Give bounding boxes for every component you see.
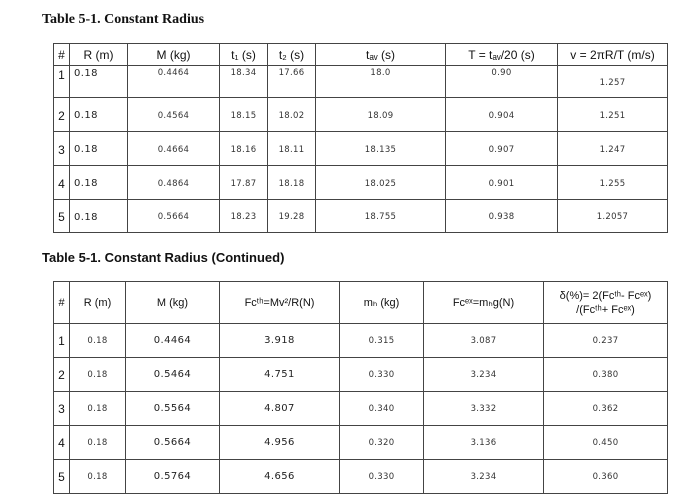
row-index: 3 (54, 392, 70, 426)
header-centripetal-theory: Fcᵗʰ=Mv²/R(N) (220, 282, 340, 324)
cell-period: 0.901 (446, 166, 558, 200)
cell-tav: 18.135 (316, 132, 446, 166)
table-row (54, 98, 668, 132)
header-hanging-mass: mₕ (kg) (340, 282, 424, 324)
cell-mass: 0.4464 (128, 66, 220, 98)
cell-centripetal-experiment: 3.332 (424, 392, 544, 426)
cell-t1: 18.15 (220, 98, 268, 132)
constant-radius-continued-table (53, 281, 668, 494)
table2-title: Table 5-1. Constant Radius (Continued) (42, 250, 285, 265)
cell-hanging-mass: 0.330 (340, 358, 424, 392)
table-row (54, 324, 668, 358)
cell-centripetal-theory: 4.956 (220, 426, 340, 460)
table-row (54, 166, 668, 200)
cell-t1: 18.16 (220, 132, 268, 166)
cell-velocity: 1.251 (558, 98, 668, 132)
cell-mass: 0.4464 (126, 324, 220, 358)
cell-radius: 0.18 (70, 200, 128, 233)
cell-mass: 0.5664 (126, 426, 220, 460)
table1-header-row (54, 44, 668, 66)
table-row (54, 358, 668, 392)
cell-radius: 0.18 (70, 460, 126, 494)
cell-t2: 19.28 (268, 200, 316, 233)
header-radius: R (m) (70, 282, 126, 324)
cell-centripetal-experiment: 3.087 (424, 324, 544, 358)
cell-tav: 18.0 (316, 66, 446, 98)
cell-mass: 0.5664 (128, 200, 220, 233)
cell-radius: 0.18 (70, 132, 128, 166)
cell-centripetal-experiment: 3.234 (424, 358, 544, 392)
row-index: 2 (54, 358, 70, 392)
cell-period: 0.90 (446, 66, 558, 98)
row-index: 4 (54, 426, 70, 460)
cell-radius: 0.18 (70, 66, 128, 98)
cell-velocity: 1.257 (558, 66, 668, 98)
row-index: 1 (54, 66, 70, 98)
row-index: 4 (54, 166, 70, 200)
header-delta-line1: δ(%)= 2(Fcᵗʰ- Fcᵉˣ) (559, 289, 652, 302)
cell-centripetal-theory: 4.807 (220, 392, 340, 426)
cell-mass: 0.4664 (128, 132, 220, 166)
table-row (54, 426, 668, 460)
cell-period: 0.938 (446, 200, 558, 233)
cell-radius: 0.18 (70, 358, 126, 392)
cell-t2: 18.18 (268, 166, 316, 200)
cell-velocity: 1.2057 (558, 200, 668, 233)
table-row (54, 392, 668, 426)
cell-centripetal-theory: 4.656 (220, 460, 340, 494)
row-index: 2 (54, 98, 70, 132)
cell-percent-difference: 0.450 (544, 426, 668, 460)
header-index: # (54, 282, 70, 324)
cell-hanging-mass: 0.340 (340, 392, 424, 426)
cell-percent-difference: 0.380 (544, 358, 668, 392)
cell-percent-difference: 0.237 (544, 324, 668, 358)
table-row (54, 460, 668, 494)
cell-t2: 17.66 (268, 66, 316, 98)
cell-tav: 18.09 (316, 98, 446, 132)
header-mass: M (kg) (128, 44, 220, 66)
cell-mass: 0.5464 (126, 358, 220, 392)
row-index: 1 (54, 324, 70, 358)
cell-mass: 0.5764 (126, 460, 220, 494)
cell-t1: 18.23 (220, 200, 268, 233)
cell-hanging-mass: 0.315 (340, 324, 424, 358)
table2-header-row (54, 282, 668, 324)
header-tav: tₐᵥ (s) (316, 44, 446, 66)
cell-centripetal-theory: 3.918 (220, 324, 340, 358)
row-index: 3 (54, 132, 70, 166)
header-index: # (54, 44, 70, 66)
header-delta-line2: /(Fcᵗʰ+ Fcᵉˣ) (576, 303, 635, 316)
header-velocity: v = 2πR/T (m/s) (558, 44, 668, 66)
cell-velocity: 1.247 (558, 132, 668, 166)
cell-mass: 0.4864 (128, 166, 220, 200)
cell-centripetal-theory: 4.751 (220, 358, 340, 392)
constant-radius-table (53, 43, 668, 233)
cell-tav: 18.025 (316, 166, 446, 200)
header-centripetal-experiment: Fcᵉˣ=mₕg(N) (424, 282, 544, 324)
cell-t2: 18.11 (268, 132, 316, 166)
header-mass: M (kg) (126, 282, 220, 324)
cell-percent-difference: 0.360 (544, 460, 668, 494)
table1-title: Table 5-1. Constant Radius (42, 12, 205, 27)
cell-t1: 18.34 (220, 66, 268, 98)
cell-radius: 0.18 (70, 392, 126, 426)
cell-velocity: 1.255 (558, 166, 668, 200)
table-row (54, 132, 668, 166)
cell-period: 0.904 (446, 98, 558, 132)
header-t2: t₂ (s) (268, 44, 316, 66)
cell-hanging-mass: 0.320 (340, 426, 424, 460)
row-index: 5 (54, 200, 70, 233)
cell-t1: 17.87 (220, 166, 268, 200)
table-row (54, 66, 668, 98)
cell-mass: 0.4564 (128, 98, 220, 132)
cell-centripetal-experiment: 3.136 (424, 426, 544, 460)
cell-radius: 0.18 (70, 98, 128, 132)
cell-hanging-mass: 0.330 (340, 460, 424, 494)
table-row (54, 200, 668, 233)
cell-mass: 0.5564 (126, 392, 220, 426)
cell-centripetal-experiment: 3.234 (424, 460, 544, 494)
cell-period: 0.907 (446, 132, 558, 166)
header-t1: t₁ (s) (220, 44, 268, 66)
header-percent-difference (544, 282, 668, 324)
cell-tav: 18.755 (316, 200, 446, 233)
cell-radius: 0.18 (70, 166, 128, 200)
cell-radius: 0.18 (70, 426, 126, 460)
header-radius: R (m) (70, 44, 128, 66)
row-index: 5 (54, 460, 70, 494)
cell-t2: 18.02 (268, 98, 316, 132)
header-period: T = tₐᵥ/20 (s) (446, 44, 558, 66)
cell-percent-difference: 0.362 (544, 392, 668, 426)
cell-radius: 0.18 (70, 324, 126, 358)
